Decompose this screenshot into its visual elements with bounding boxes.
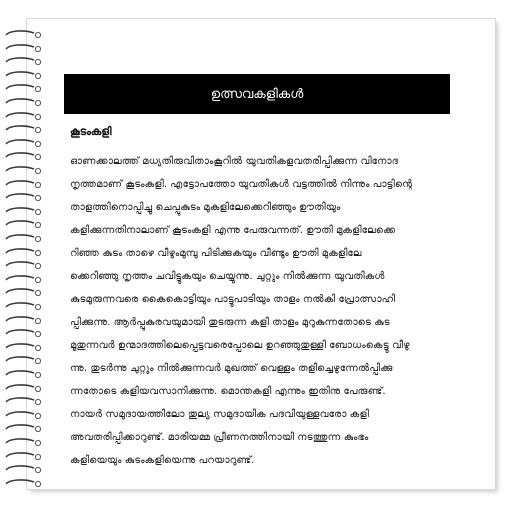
spiral-ring-icon (4, 174, 44, 183)
spiral-ring-icon (4, 51, 44, 60)
paragraph-line: അവതരിപ്പിക്കാറുണ്ട്. മാരിയമ്മ പ്രീണനത്തിനായി നടത്തുന്ന കുംഭം (70, 432, 369, 443)
paragraph-line: മൂതുന്നവർ ഉന്മാദത്തിലെപ്പെട്ടവരെപ്പോലെ ഉറഞ്ഞുതുള്ളി ബോധംകെട്ടു വീഴു (70, 340, 410, 351)
spiral-ring-icon (4, 269, 44, 278)
paragraph-line: റിഞ്ഞ കുടം താഴെ വീഴുംമുമ്പു പിടിക്കുകയും വീണ്ടും ഊതി മുകളിലേ (70, 248, 362, 259)
page-title: ഉത്സവകളികൾ (210, 86, 304, 102)
spiral-ring-icon (4, 459, 44, 468)
spiral-ring-icon (4, 146, 44, 155)
spiral-ring-icon (4, 160, 44, 169)
paragraph-line: നായർ സമുദായത്തിലോ തുല്യ സമുദായിക പദവിയുള്ളവരോ കളി (70, 409, 369, 420)
paragraph-line: കളിക്കുന്നതിനാലാണ് കൂടംകളി എന്നു പേരുവന്നത്. ഊതി മുകളിലേക്കെ (70, 225, 396, 236)
spiral-ring-icon (4, 24, 44, 33)
spiral-ring-icon (4, 255, 44, 264)
spiral-ring-icon (4, 282, 44, 291)
spiral-ring-icon (4, 446, 44, 455)
spiral-ring-icon (4, 201, 44, 210)
spiral-ring-icon (4, 310, 44, 319)
spiral-ring-icon (4, 228, 44, 237)
spiral-ring-icon (4, 432, 44, 441)
paragraph-line: കളിയെയും കുടംകളിയെന്നു പറയാറുണ്ട്. (70, 455, 255, 466)
spiral-ring-icon (4, 214, 44, 223)
spiral-ring-icon (4, 378, 44, 387)
spiral-ring-icon (4, 473, 44, 482)
spiral-ring-icon (4, 296, 44, 305)
paragraph-line: ന്നതോടെ കളിയവസാനിക്കുന്നു. മൊന്തകളി എന്നും ഇതിനു പേരുണ്ട്. (70, 386, 386, 397)
spiral-ring-icon (4, 119, 44, 128)
header-bar (64, 74, 450, 114)
spiral-ring-icon (4, 418, 44, 427)
article-body (70, 150, 452, 472)
paragraph-line: താളത്തിനൊപ്പിച്ചു ചെപ്പുകുടം മുകളിലേക്കെറിഞ്ഞും ഊതിയും (70, 202, 341, 213)
paragraph-line: ന്നു. തുടർന്നു ചുറ്റും നിൽക്കുന്നവർ മുഖത്ത് വെള്ളം തളിച്ചെഴുന്നേൽപ്പിക്കു (70, 363, 393, 374)
paragraph-line: ക്കെറിഞ്ഞു നൃത്തം ചവിട്ടുകയും ചെയ്യുന്നു. ചുറ്റും നിൽക്കുന്ന യുവതികൾ (70, 271, 385, 282)
spiral-ring-icon (4, 92, 44, 101)
spiral-ring-icon (4, 187, 44, 196)
section-title: കൂടംകളി (70, 125, 112, 138)
spiral-ring-icon (4, 242, 44, 251)
spiral-ring-icon (4, 133, 44, 142)
spiral-ring-icon (4, 323, 44, 332)
spiral-ring-icon (4, 391, 44, 400)
spiral-binding (0, 18, 52, 488)
paragraph-line: ഓണക്കാലത്ത് മധ്യതിരുവിതാംകൂറിൽ യുവതികളവതരിപ്പിക്കുന്ന വിനോദ (70, 156, 399, 167)
paragraph-line: പ്പിക്കുന്നു. ആർപ്പുകുരവയുമായി തുടരുന്ന കളി താളം മുറുകുന്നതോടെ കുട (70, 317, 390, 328)
spiral-ring-icon (4, 350, 44, 359)
spiral-ring-icon (4, 337, 44, 346)
paragraph-line: നൃത്തമാണ് കൂടംകളി. എട്ടോപത്തോ യുവതികൾ വട്ടത്തിൽ നിന്നും പാട്ടിന്റെ (70, 179, 413, 190)
spiral-ring-icon (4, 78, 44, 87)
spiral-ring-icon (4, 106, 44, 115)
spiral-ring-icon (4, 405, 44, 414)
spiral-ring-icon (4, 364, 44, 373)
paragraph-line: കുടമുരുന്നവരെ കൈകൊട്ടിയും പാട്ടുപാടിയും താളം നൽകി പ്രോത്സാഹി (70, 294, 396, 305)
spiral-ring-icon (4, 65, 44, 74)
spiral-ring-icon (4, 38, 44, 47)
